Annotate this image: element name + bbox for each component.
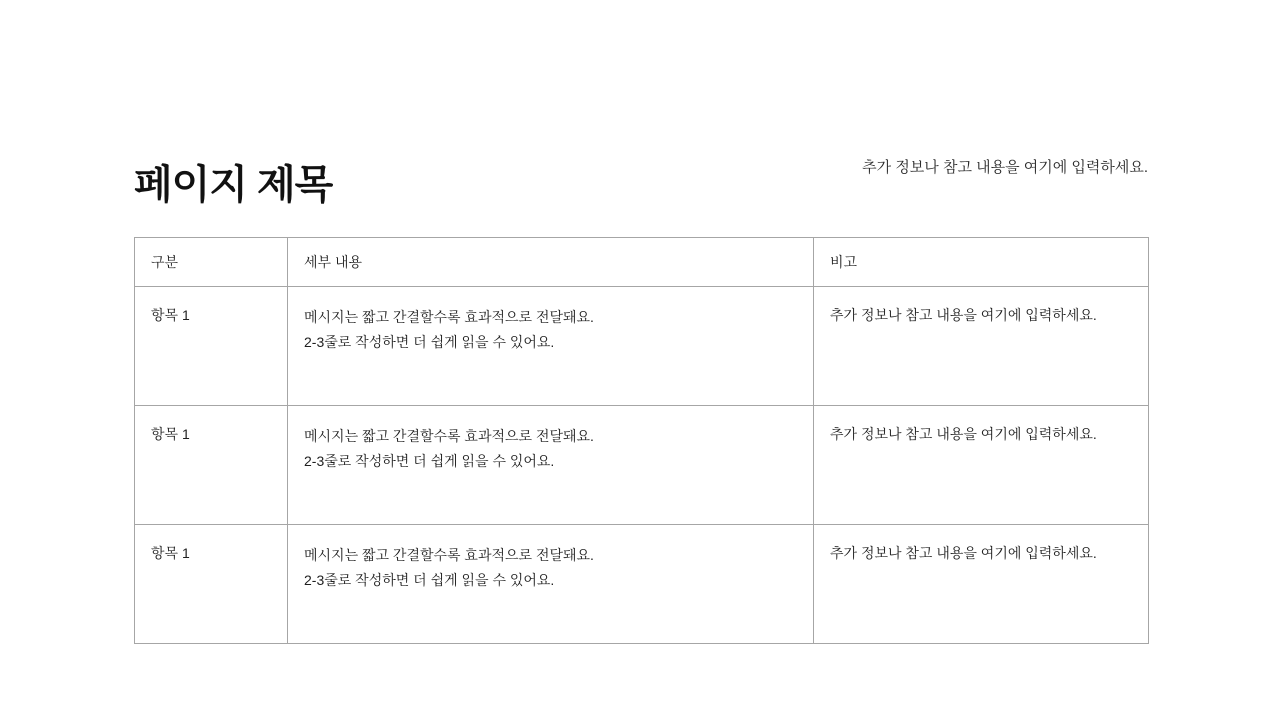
detail-cell <box>288 525 814 644</box>
category-cell <box>135 525 288 644</box>
detail-line-1: 메시지는 짧고 간결할수록 효과적으로 전달돼요. <box>304 309 594 325</box>
detail-line-1: 메시지는 짧고 간결할수록 효과적으로 전달돼요. <box>304 428 594 444</box>
header-cell-note: 비고 <box>814 238 1149 287</box>
page-subtitle: 추가 정보나 참고 내용을 여기에 입력하세요. <box>862 159 1148 176</box>
detail-line-2: 2-3줄로 작성하면 더 쉽게 읽을 수 있어요. <box>304 334 555 350</box>
detail-line-2: 2-3줄로 작성하면 더 쉽게 읽을 수 있어요. <box>304 453 555 469</box>
detail-line-1: 메시지는 짧고 간결할수록 효과적으로 전달돼요. <box>304 547 594 563</box>
header-cell-category: 구분 <box>135 238 288 287</box>
content-table <box>134 237 1149 644</box>
table-header-row <box>135 238 1149 287</box>
detail-cell <box>288 287 814 406</box>
category-label: 항목 1 <box>151 545 190 561</box>
category-cell <box>135 406 288 525</box>
table-row <box>135 287 1149 406</box>
detail-cell <box>288 406 814 525</box>
table-row <box>135 406 1149 525</box>
category-label: 항목 1 <box>151 426 190 442</box>
table-row <box>135 525 1149 644</box>
category-cell <box>135 287 288 406</box>
note-text: 추가 정보나 참고 내용을 여기에 입력하세요. <box>830 307 1097 323</box>
note-text: 추가 정보나 참고 내용을 여기에 입력하세요. <box>830 545 1097 561</box>
note-cell <box>814 287 1149 406</box>
note-text: 추가 정보나 참고 내용을 여기에 입력하세요. <box>830 426 1097 442</box>
page-title: 페이지 제목 <box>134 162 333 207</box>
header-cell-detail: 세부 내용 <box>288 238 814 287</box>
detail-line-2: 2-3줄로 작성하면 더 쉽게 읽을 수 있어요. <box>304 572 555 588</box>
note-cell <box>814 525 1149 644</box>
note-cell <box>814 406 1149 525</box>
category-label: 항목 1 <box>151 307 190 323</box>
